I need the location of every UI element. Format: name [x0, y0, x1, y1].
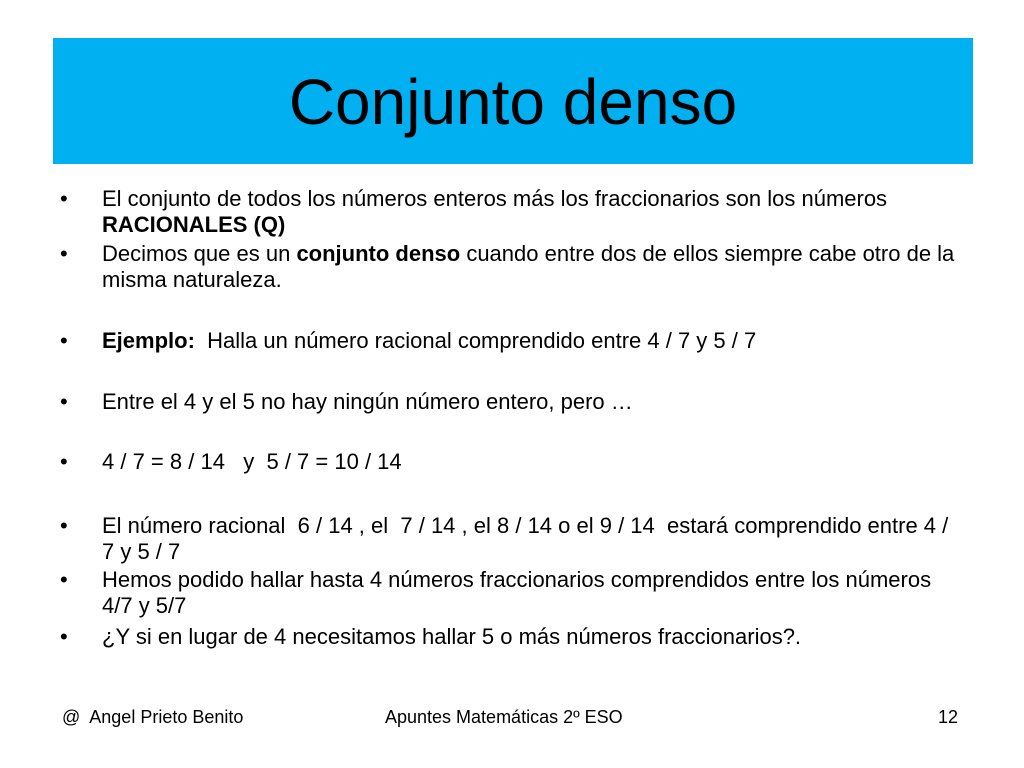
footer-course: Apuntes Matemáticas 2º ESO — [385, 707, 623, 727]
bullet-text-part: 4 / 7 = 8 / 14 y 5 / 7 = 10 / 14 — [102, 449, 402, 474]
bullet-text-part: Halla un número racional comprendido entre 4 / 7 y 5 / 7 — [194, 328, 757, 353]
bullet-text-bold: Ejemplo: — [102, 328, 195, 353]
bullet-text — [102, 449, 962, 475]
slide-content — [60, 0, 970, 768]
bullet-text-part: Entre el 4 y el 5 no hay ningún número entero, pero … — [102, 389, 633, 414]
bullet-marker: • — [60, 328, 68, 353]
bullet-text-part: cuando entre dos de ellos siempre cabe otro de la misma naturaleza. — [102, 241, 955, 292]
footer-page-number: 12 — [938, 707, 959, 727]
bullet-marker: • — [60, 567, 68, 592]
bullet-marker: • — [60, 449, 68, 474]
bullet-text — [102, 567, 962, 619]
slide-title: Conjunto denso — [288, 66, 738, 138]
bullet-marker: • — [60, 241, 68, 266]
bullet-text — [102, 389, 962, 415]
bullet-text — [102, 624, 962, 650]
bullet-text — [102, 513, 962, 565]
bullet-marker: • — [60, 513, 68, 538]
bullet-text-bold: RACIONALES (Q) — [102, 212, 286, 237]
bullet-text-part: Hemos podido hallar hasta 4 números fraccionarios comprendidos entre los números 4/7 y 5/7 — [102, 567, 932, 618]
bullet-marker: • — [60, 624, 68, 649]
bullet-text — [102, 241, 962, 293]
bullet-text-part: ¿Y si en lugar de 4 necesitamos hallar 5 o más números fraccionarios?. — [102, 624, 802, 649]
bullet-text-bold: conjunto denso — [296, 241, 461, 266]
bullet-marker: • — [60, 186, 68, 211]
bullet-text — [102, 186, 962, 238]
bullet-text-part: El número racional 6 / 14 , el 7 / 14 , el 8 / 14 o el 9 / 14 estará comprendido entre 4 / 7 y 5 / 7 — [102, 513, 955, 564]
bullet-text — [102, 328, 962, 354]
bullet-text-part: El conjunto de todos los números enteros más los fraccionarios son los números — [102, 186, 888, 211]
footer-author: @ Angel Prieto Benito — [62, 707, 244, 727]
bullet-text-part: Decimos que es un — [102, 241, 297, 266]
bullet-marker: • — [60, 389, 68, 414]
